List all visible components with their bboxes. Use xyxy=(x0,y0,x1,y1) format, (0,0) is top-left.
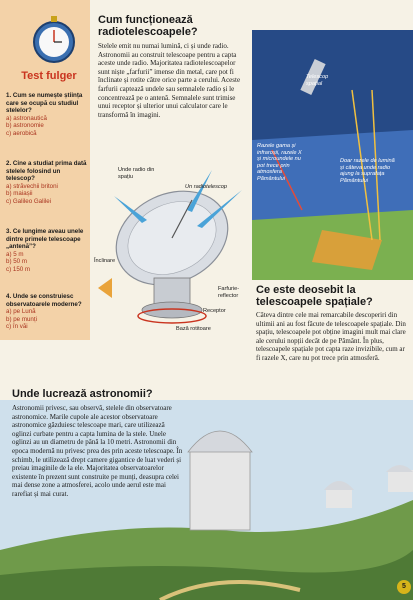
answer: c) 150 m xyxy=(6,265,31,273)
quiz-question-3 xyxy=(6,228,88,274)
answer: a) 5 m xyxy=(6,250,24,258)
quiz-sidebar xyxy=(0,0,90,340)
quiz-title: Test fulger xyxy=(21,70,77,82)
label-raze-gama: Razele gama și infraroșii, razele X și microundele nu pot trece prin atmosfera Pământului xyxy=(257,143,302,182)
label-radiotelescop: Un radiotelescop xyxy=(185,184,227,190)
answer: c) Galileo Galilei xyxy=(6,197,52,205)
answer: b) 50 m xyxy=(6,258,27,266)
label-doar-razele: Doar razele de lumină și câteva unde radio ajung la suprafața Pământului xyxy=(340,158,395,184)
work-heading: Unde lucrează astronomii? xyxy=(12,388,153,400)
radio-heading: Cum funcționează radiotelescoapele? xyxy=(98,14,198,38)
space-heading: Ce este deosebit la telescoapele spațiale? xyxy=(256,284,373,308)
answer: a) astronautică xyxy=(6,114,47,122)
label-telescop-spatial: Telescop spațial xyxy=(306,74,329,87)
space-body: Câteva dintre cele mai remarcabile descoperiri din ultimii ani au fost făcute de telescoapele spațiale. Din spațiu, telescoapele pot obține imagini mult mai clare ale cerului nopții decât de pe Pământ. În plus, telescoapele spațiale pot capta raze invizibile, cum ar fi razele X, care nu pot trece prin atmosferă. xyxy=(256,311,406,362)
answer: b) maiașii xyxy=(6,190,33,198)
label-unde-radio: Unde radio din spațiu xyxy=(118,167,155,180)
quiz-question-4 xyxy=(6,293,88,331)
label-receptor: Receptor xyxy=(203,308,226,314)
radio-body: Stelele emit nu numai lumină, ci și unde radio. Astronomii au construit telescoape pentru a capta aceste unde radio. Majoritatea radiotelescoapelor sunt niște „farfurii” imense din metal, care pot fi înclinate și rotite către orice parte a cerului. Aceste farfurii captează undele sau semnalele radio și le concentrează pe o antenă. Semnalele sunt trimise unui receptor și ulterior unui calculator care le transformă în imagini. xyxy=(98,42,241,119)
work-body: Astronomii privesc, sau observă, stelele din observatoare astronomice. Marile cupole ale acestor observatoare astronomice găzduiesc telescoape mari, care utilizează oglinzi curbate pentru a capta lumina de la stele. Unele oglinzi au un diametru de până la 10 metri. Astronomii din epoca modernă nu privesc prea des prin aceste telescoape. În schimb, le utilizează drept camere gigantice de luat vederi și preiau imaginile de la ele. Majoritatea observatoarelor existente în prezent sunt construite pe munți, deasupra celei mai dense zone a atmosferei, acolo unde aerul este mai rarefiat și mai curat. xyxy=(12,404,183,498)
page-number: 5 xyxy=(397,580,411,594)
answer: b) astronomie xyxy=(6,122,44,130)
answer: c) aerobică xyxy=(6,129,37,137)
answer: c) în văi xyxy=(6,323,28,331)
answer: b) pe munți xyxy=(6,315,37,323)
question-text: 2. Cine a studiat prima dată stelele folosind un telescop? xyxy=(6,160,87,183)
stopwatch-icon xyxy=(30,16,78,64)
answer: a) străvechii britoni xyxy=(6,182,58,190)
question-text: 1. Cum se numește știința care se ocupă cu studiul stelelor? xyxy=(6,92,83,115)
answer: a) pe Lună xyxy=(6,308,36,316)
question-text: 3. Ce lungime aveau unele dintre primele telescoape „antenă”? xyxy=(6,228,84,251)
question-text: 4. Unde se construiesc observatoarele moderne? xyxy=(6,293,82,308)
label-inclinare: Înclinare xyxy=(94,258,116,264)
label-farfurie: Farfurie-reflector xyxy=(218,286,240,299)
quiz-question-2 xyxy=(6,160,88,206)
label-baza: Bază rotitoare xyxy=(176,326,211,332)
quiz-question-1 xyxy=(6,92,88,138)
